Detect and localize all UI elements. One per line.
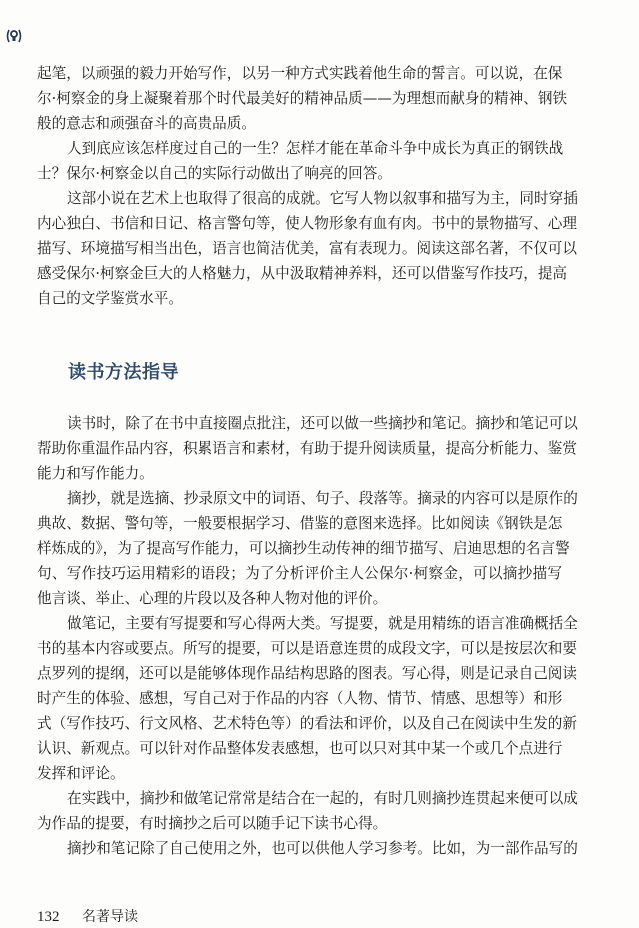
paragraph-line: 人到底应该怎样度过自己的一生？怎样才能在革命斗争中成长为真正的钢铁战 xyxy=(67,139,564,157)
paragraph-line: 他言谈、举止、心理的片段以及各种人物对他的评价。 xyxy=(37,589,388,607)
paragraph-line: 读书时，除了在书中直接圈点批注，还可以做一些摘抄和笔记。摘抄和笔记可以 xyxy=(67,414,578,432)
paragraph-line: 描写、环境描写相当出色，语言也简洁优美，富有表现力。阅读这部名著，不仅可以 xyxy=(37,239,577,257)
paragraph-line: 点罗列的提纲，还可以是能够体现作品结构思路的图表。写心得，则是记录自己阅读 xyxy=(37,664,577,682)
page-number: 132 xyxy=(37,909,60,925)
paragraph-line: 能力和写作能力。 xyxy=(37,464,154,482)
paragraph-line: 认识、新观点。可以针对作品整体发表感想，也可以只对其中某一个或几个点进行 xyxy=(37,739,563,757)
paragraph-line: 为作品的提要，有时摘抄之后可以随手记下读书心得。 xyxy=(37,814,388,832)
paragraph-line: 做笔记，主要有写提要和写心得两大类。写提要，就是用精练的语言准确概括全 xyxy=(67,614,578,632)
paragraph-line: 发挥和评论。 xyxy=(37,764,125,782)
paragraph-line: 这部小说在艺术上也取得了很高的成就。它写人物以叙事和描写为主，同时穿插 xyxy=(67,189,578,207)
paragraph-line: 样炼成的》，为了提高写作能力，可以摘抄生动传神的细节描写、启迪思想的名言警 xyxy=(37,539,570,557)
chapter-marker-icon xyxy=(6,28,22,42)
paragraph-line: 摘抄和笔记除了自己使用之外，也可以供他人学习参考。比如，为一部作品写的 xyxy=(67,839,578,857)
paragraph-line: 般的意志和顽强奋斗的高贵品质。 xyxy=(37,114,256,132)
paragraph-line: 起笔，以顽强的毅力开始写作，以另一种方式实践着他生命的誓言。可以说，在保 xyxy=(37,64,563,82)
paragraph-line: 式（写作技巧、行文风格、艺术特色等）的看法和评价，以及自己在阅读中生发的新 xyxy=(37,714,577,732)
paragraph-line: 时产生的体验、感想，写自己对于作品的内容（人物、情节、情感、思想等）和形 xyxy=(37,689,563,707)
paragraph-line: 句、写作技巧运用精彩的语段；为了分析评价主人公保尔·柯察金，可以摘抄描写 xyxy=(37,564,562,582)
paragraph-line: 士？保尔·柯察金以自己的实际行动做出了响亮的回答。 xyxy=(37,164,392,182)
paragraph-line: 自己的文学鉴赏水平。 xyxy=(37,289,183,307)
section-heading: 读书方法指导 xyxy=(68,362,179,383)
paragraph-line: 在实践中，摘抄和做笔记常常是结合在一起的，有时几则摘抄连贯起来便可以成 xyxy=(67,789,578,807)
paragraph-line: 内心独白、书信和日记、格言警句等，使人物形象有血有肉。书中的景物描写、心理 xyxy=(37,214,577,232)
paragraph-line: 感受保尔·柯察金巨大的人格魅力，从中汲取精神养料，还可以借鉴写作技巧，提高 xyxy=(37,264,568,282)
paragraph-line: 书的基本内容或要点。所写的提要，可以是语意连贯的成段文字，可以是按层次和要 xyxy=(37,639,577,657)
paragraph-line: 摘抄，就是选摘、抄录原文中的词语、句子、段落等。摘录的内容可以是原作的 xyxy=(67,489,578,507)
paragraph-line: 帮助你重温作品内容，积累语言和素材，有助于提升阅读质量，提高分析能力、鉴赏 xyxy=(37,439,577,457)
paragraph-line: 典故、数据、警句等，一般要根据学习、借鉴的意图来选择。比如阅读《钢铁是怎 xyxy=(37,514,563,532)
book-title: 名著导读 xyxy=(82,909,138,925)
paragraph-line: 尔·柯察金的身上凝聚着那个时代最美好的精神品质——为理想而献身的精神、钢铁 xyxy=(37,89,568,107)
